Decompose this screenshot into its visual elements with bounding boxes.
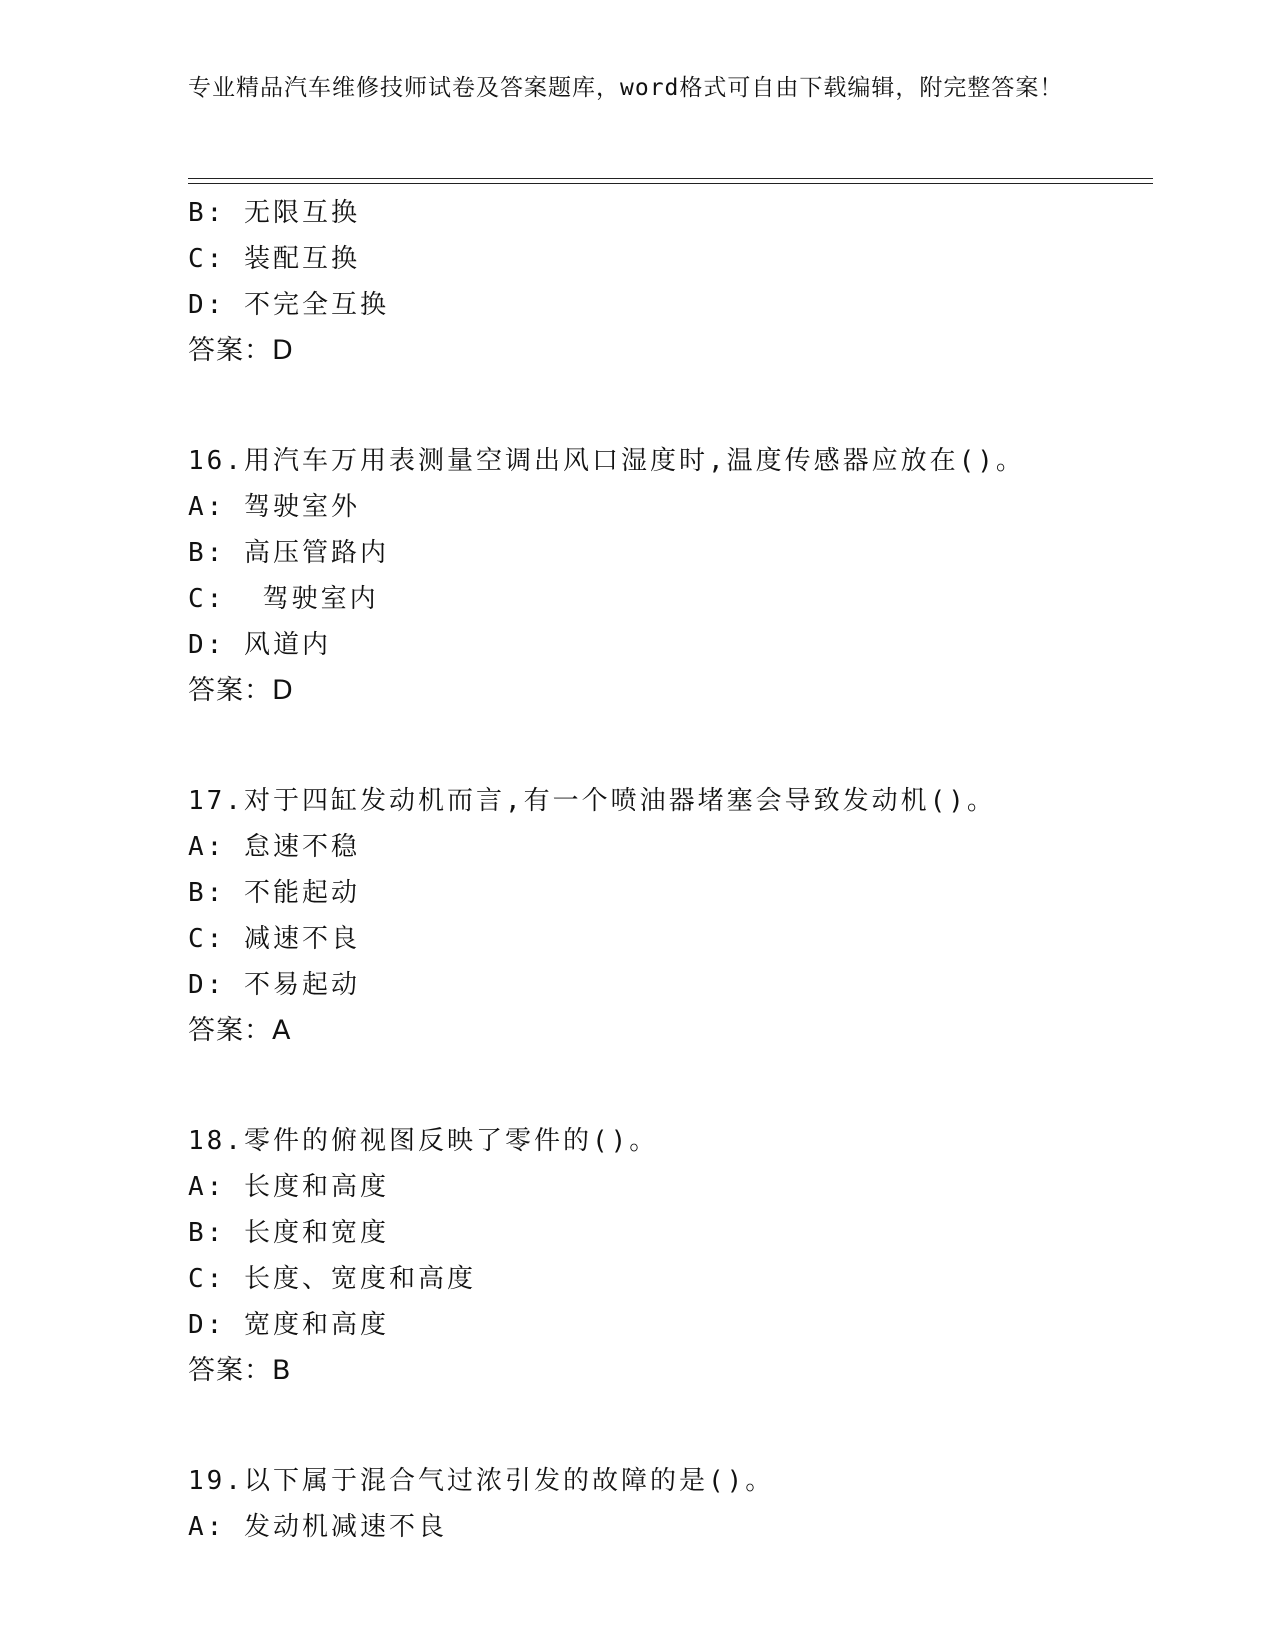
option-d: D: 风道内 [188, 630, 331, 660]
answer-line: 答案：D [188, 675, 294, 706]
question-stem: 16.用汽车万用表测量空调出风口湿度时,温度传感器应放在()。 [188, 446, 1025, 476]
option-c: C: 长度、宽度和高度 [188, 1264, 476, 1294]
option-d: D: 不完全互换 [188, 290, 389, 320]
question-list [188, 190, 1148, 1550]
option-a: A: 发动机减速不良 [188, 1512, 447, 1542]
option-a: A: 长度和高度 [188, 1172, 389, 1202]
option-b: B: 长度和宽度 [188, 1218, 389, 1248]
option-b: B: 不能起动 [188, 878, 360, 908]
option-a: A: 驾驶室外 [188, 492, 360, 522]
option-a: A: 怠速不稳 [188, 832, 360, 862]
question-stem: 17.对于四缸发动机而言,有一个喷油器堵塞会导致发动机()。 [188, 786, 996, 816]
page-header: 专业精品汽车维修技师试卷及答案题库，word格式可自由下载编辑，附完整答案！ [188, 75, 1064, 101]
header-rule-bottom [188, 183, 1153, 184]
header-rule-top [188, 178, 1153, 179]
option-b: B: 高压管路内 [188, 538, 389, 568]
answer-line: 答案：D [188, 335, 294, 366]
question-stem: 19.以下属于混合气过浓引发的故障的是()。 [188, 1466, 775, 1496]
option-d: D: 宽度和高度 [188, 1310, 389, 1340]
answer-line: 答案：B [188, 1355, 292, 1386]
answer-line: 答案：A [188, 1015, 292, 1046]
question-stem: 18.零件的俯视图反映了零件的()。 [188, 1126, 659, 1156]
option-c: C: 驾驶室内 [188, 584, 379, 614]
option-b: B: 无限互换 [188, 198, 360, 228]
option-c: C: 装配互换 [188, 244, 360, 274]
option-c: C: 减速不良 [188, 924, 360, 954]
option-d: D: 不易起动 [188, 970, 360, 1000]
